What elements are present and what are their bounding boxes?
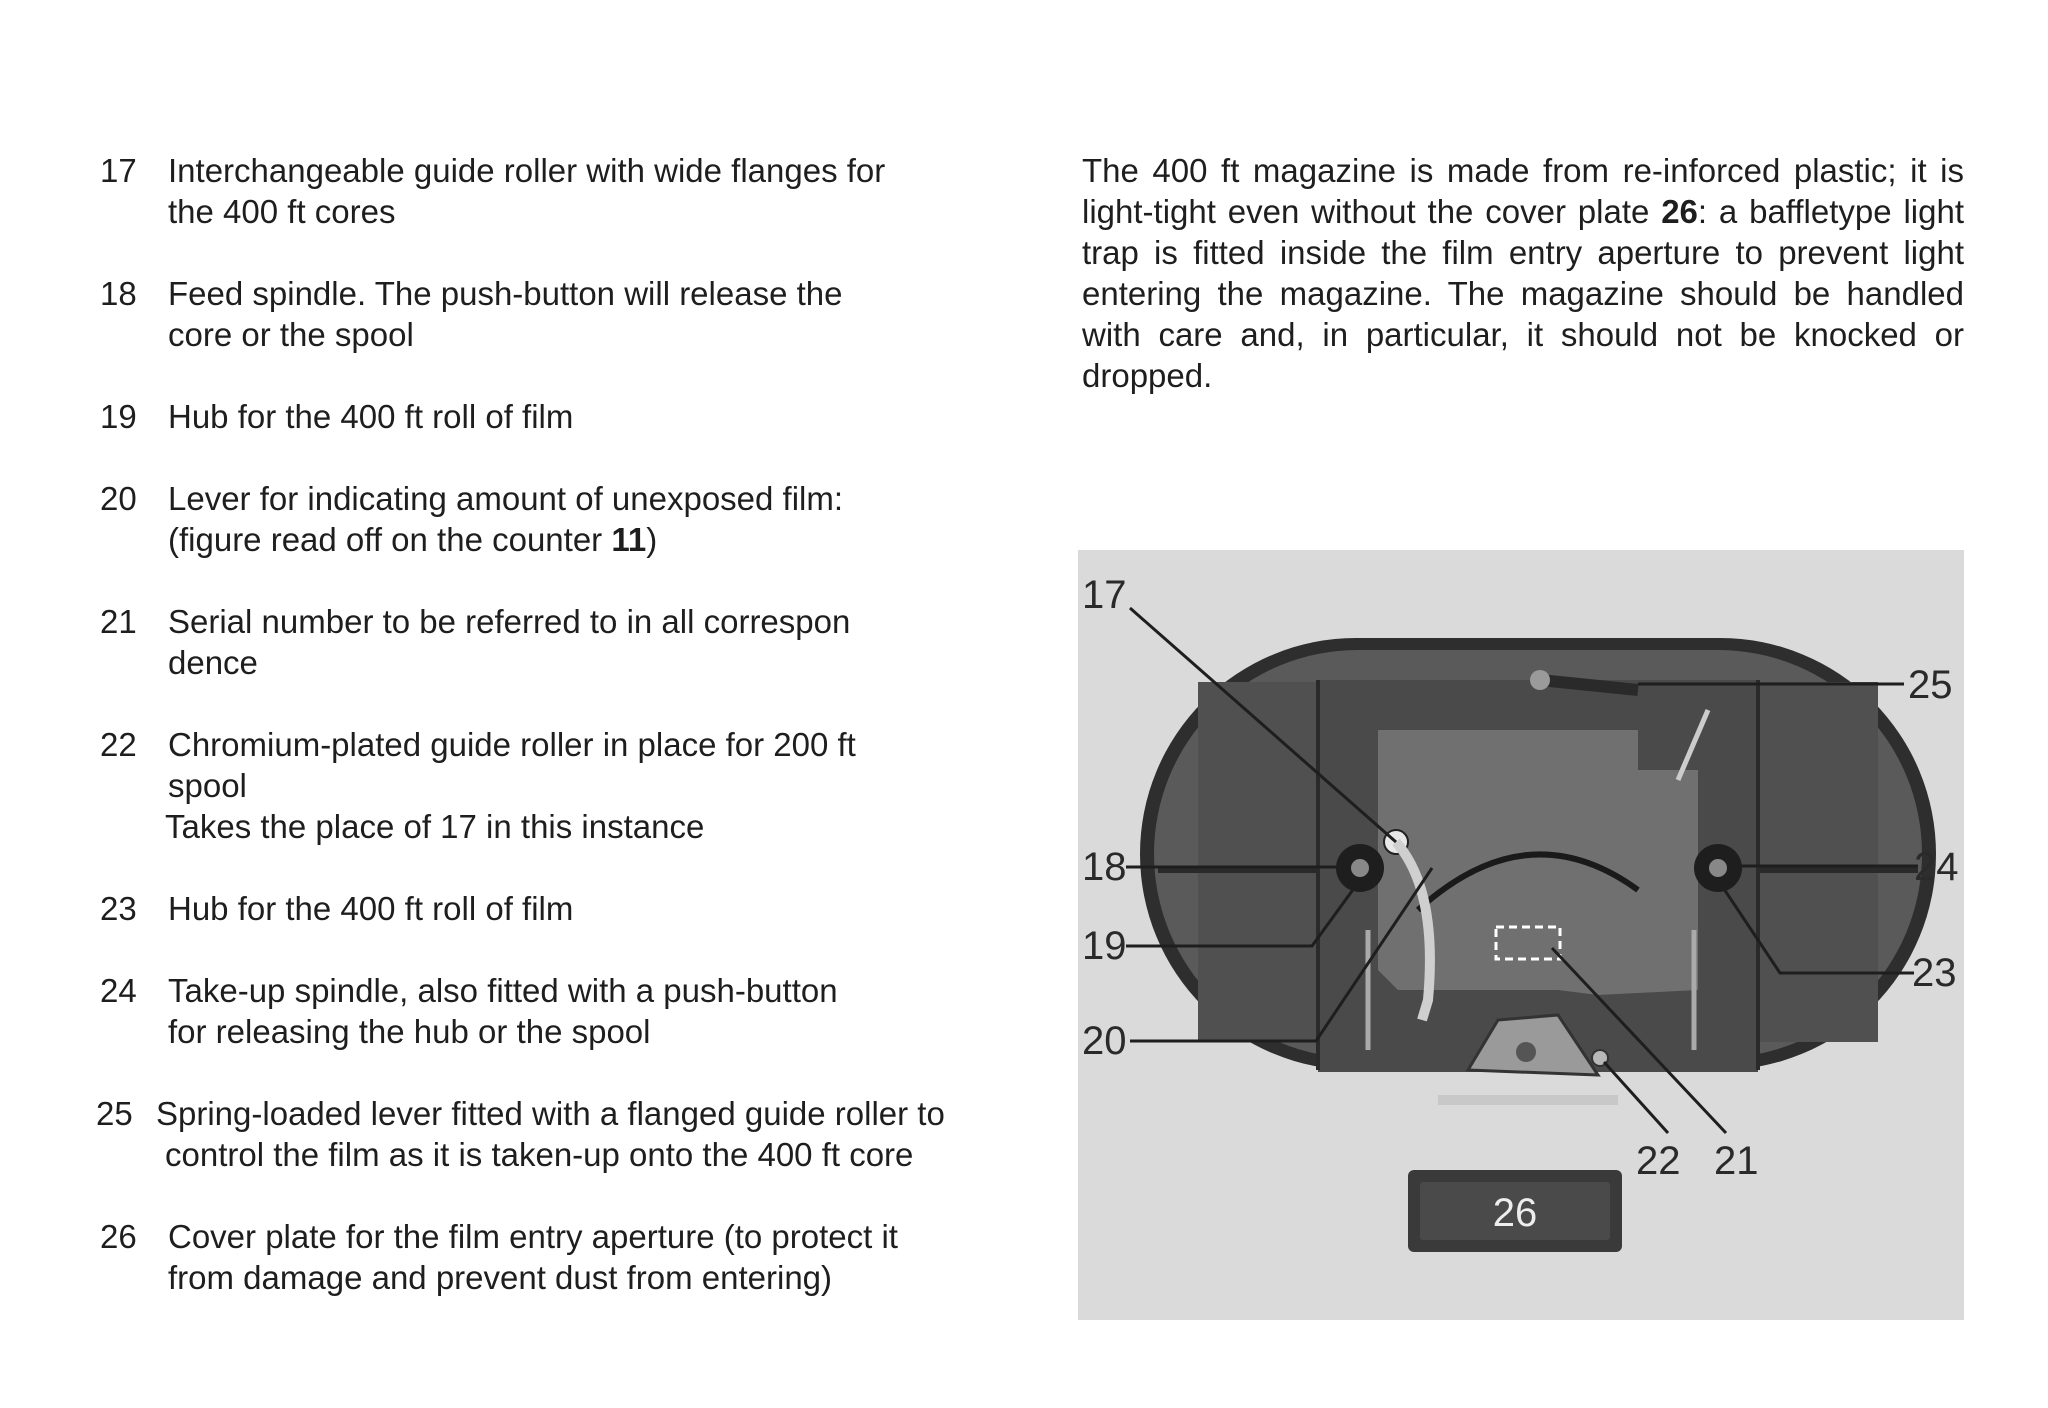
label-25: 25	[1908, 663, 1953, 707]
legend-number: 22	[100, 726, 137, 763]
legend-number: 23	[100, 890, 137, 927]
legend-number: 17	[100, 152, 137, 189]
legend-text: the 400 ft cores	[168, 193, 396, 230]
legend-number: 26	[100, 1218, 137, 1255]
legend-number: 20	[100, 480, 137, 517]
counter-ref: 11	[611, 521, 647, 558]
legend-text: Lever for indicating amount of unexposed film:	[168, 480, 844, 517]
label-18: 18	[1082, 845, 1127, 889]
legend-text: from damage and prevent dust from entering)	[168, 1259, 833, 1296]
takeup-spindle-button	[1709, 859, 1727, 877]
legend-number: 19	[100, 398, 137, 435]
aperture-edge	[1438, 1095, 1618, 1105]
lever-roller	[1530, 670, 1550, 690]
legend-text: Chromium-plated guide roller in place for 200 ft	[168, 726, 856, 763]
legend-number: 24	[100, 972, 137, 1009]
feed-spindle-button	[1351, 859, 1369, 877]
label-23: 23	[1912, 951, 1957, 995]
legend-number: 21	[100, 603, 137, 640]
legend-text: Cover plate for the film entry aperture (to protect it	[168, 1218, 898, 1255]
magazine-photo	[1078, 550, 1964, 1320]
aperture-screw	[1516, 1042, 1536, 1062]
legend-text: dence	[168, 644, 258, 681]
label-22: 22	[1636, 1139, 1681, 1183]
description-text: The 400 ft magazine is made from re-inforced plastic; it is light-tight even without the cover plate	[1082, 152, 1964, 230]
legend-text-part: )	[646, 521, 658, 558]
description-text: : a baffletype light trap is fitted inside the film entry aperture to prevent light entering the magazine. The magazine should be handled with care and, in particular, it should not be knocked or dropped.	[1082, 193, 1964, 394]
magazine-description	[1082, 150, 1964, 396]
legend-text: spool	[168, 767, 247, 804]
legend-text: Hub for the 400 ft roll of film	[168, 890, 574, 927]
legend-text: core or the spool	[168, 316, 414, 353]
label-19: 19	[1082, 924, 1127, 968]
legend-number: 25	[96, 1095, 133, 1132]
cover-plate-ref: 26	[1661, 193, 1698, 230]
label-17: 17	[1082, 573, 1127, 617]
legend-text: for releasing the hub or the spool	[168, 1013, 651, 1050]
legend-text: Serial number to be referred to in all correspon	[168, 603, 851, 640]
legend-text	[168, 519, 657, 560]
legend-text-part: (figure read off on the counter	[168, 521, 612, 558]
legend-text: Hub for the 400 ft roll of film	[168, 398, 574, 435]
legend-text: control the film as it is taken-up onto the 400 ft core	[165, 1136, 914, 1173]
legend-text: Spring-loaded lever fitted with a flanged guide roller to	[156, 1095, 945, 1132]
label-26: 26	[1492, 1191, 1538, 1235]
label-24: 24	[1914, 845, 1959, 889]
legend-text: Feed spindle. The push-button will release the	[168, 275, 843, 312]
legend-text: Interchangeable guide roller with wide flanges for	[168, 152, 886, 189]
label-21: 21	[1714, 1139, 1759, 1183]
legend-text: Take-up spindle, also fitted with a push-button	[168, 972, 838, 1009]
label-20: 20	[1082, 1019, 1127, 1063]
legend-number: 18	[100, 275, 137, 312]
legend-text: Takes the place of 17 in this instance	[165, 808, 705, 845]
